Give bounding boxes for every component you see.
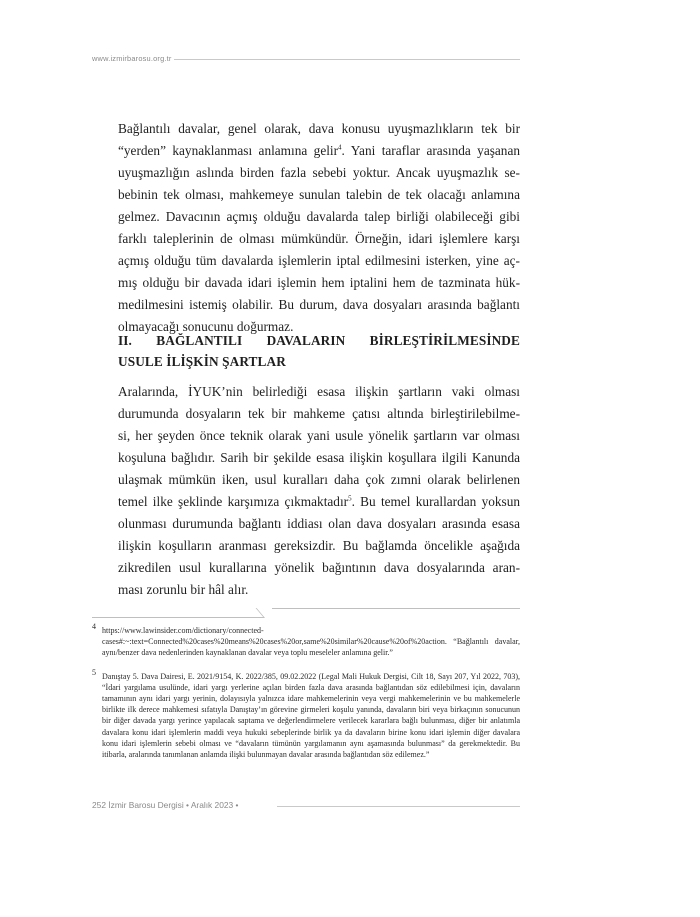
footnote-5 [92,668,520,761]
text-line: uyuşmazlığın aslında birden fazla sebebi yoktur. Ancak uyuşmazlık se- [118,165,520,180]
heading-line-2: USULE İLİŞKİN ŞARTLAR [118,354,286,369]
text-line: Aralarında, İYUK’nin belirlediği esasa ilişkin şartların vaki olması [118,384,520,399]
text-line: açmış olduğu tüm davalarda işlemlerin iptal edilmesini isterken, yine aç- [118,253,520,268]
text-line: olmayacağı sonucunu doğurmaz. [118,319,294,334]
text-line: olunması durumunda bağlantı iddiası olan dava dosyaları arasında esasa [118,516,520,531]
footnote-separator-right [272,608,520,609]
heading-line-1: II. BAĞLANTILI DAVALARIN BİRLEŞTİRİLMESİNDE [118,333,520,348]
text-line: ması zorunlu bir hâl alır. [118,582,249,597]
footnote-number: 4 [92,622,96,631]
paragraph-2 [118,381,520,601]
footnote-4 [92,622,520,659]
text-line [118,118,520,140]
text-line: farklı taleplerinin de olması mümkündür. Örneğin, idari işlemlere karşı [118,231,520,246]
footnote-text: Danıştay 5. Dava Dairesi, E. 2021/9154, K. 2022/385, 09.02.2022 (Legal Mali Hukuk Dergisi, Cilt 18, Sayı 207, Yıl 2022, 703), “İdari yargılama usulünde, idari yargı yerlerine açılan birden fazla dava arasında bağlantıdan söz edilebilmesi için, davaların tamamının aynı idari yargı yerinin, dolayısıyla yalnızca idare mahkemelerinin veya vergi mahkemelerinin ve bu mahkemelerle birlikte ilk derece mahkemesi sıfatıyla Danıştay’ın görevine girmeleri koşulu yanında, davaların biri veya birkaçının sonucunun bir diğer davada yargı yerince yapılacak saptama ve değerlendirmelere verilecek kararlara bağlı bulunması, diğer bir anlatımla davalara konu idari işlemlerin maddi veya hukuki sebeplerinde birlik ya da davaların birine konu idari işlemin diğer davalara konu idari işlemlerin sebebi olması ve “davaların tümünün yargılamanın aynı aşamasında bulunması” da gerekmektedir. Bu itibarla, aralarında tanımlanan anlamda ilişki bulunmayan davalar arasında bağlantıdan söz edilemez.” [102,671,520,760]
text-line: gelmez. Davacının açmış olduğu davalarda talep birliği olabileceği gibi [118,209,520,224]
header-url: www.izmirbarosu.org.tr [92,54,172,63]
footnote-ref-4[interactable]: 4 [338,143,342,152]
footnote-separator [92,617,264,618]
footnote-ref-5[interactable]: 5 [348,494,352,503]
text-line: ulaşmak mümkün iken, usul kuralları daha çok zımni olarak belirlenen [118,472,520,487]
text-line-content: Bağlantılı davalar, genel olarak, dava konusu uyuşmazlıkların tek bir [118,121,520,136]
footer-rule [277,806,520,807]
text-line: zikredilen usul kurallarına yönelik bağıntının dava dosyalarında aran- [118,560,520,575]
footnotes [92,622,520,769]
text-line: mış olduğu bir davada idari işlemin hem iptalini hem de tazminata hük- [118,275,520,290]
text-line: durumunda dosyaların tek bir mahkeme çatısı altında birleştirilebilme- [118,406,520,421]
section-heading [118,330,520,372]
header-rule [174,59,520,60]
text-line: medilmesini istemiş olabilir. Bu durum, dava dosyaları arasında bağlantı [118,297,520,312]
text-line: ilişkin koşulların aranması gereksizdir. Bu bağlamda öncelikle aşağıda [118,538,520,553]
text-line: si, her şeyden önce teknik olarak yani usule yönelik şartların var olması [118,428,520,443]
footnote-number: 5 [92,667,96,677]
text-line: “yerden” kaynaklanması anlamına gelir$^4$. Yani taraflar arasında yaşanan [118,143,520,158]
text-line: koşuluna bağlıdır. Sarih bir şekilde esasa ilişkin koşullara ilgili Kanunda [118,450,520,465]
page-footer: 252 İzmir Barosu Dergisi • Aralık 2023 • [92,800,239,810]
text-line: temel ilke şeklinde karşımıza çıkmaktadır$^5$. Bu temel kurallardan yoksun [118,494,521,509]
footnote-text: https://www.lawinsider.com/dictionary/connected-cases#:~:text=Connected%20cases%20means%20cases%20or,same%20similar%20cause%20of%20action. “Bağlantılı davalar, aynı/benzer dava nedenlerinden kaynaklanan davalar veya toplu meseleler anlamına gelir.” [102,626,520,658]
text-line: bebinin tek olması, mahkemeye sunulan talebin de tek olacağı anlamına [118,187,520,202]
paragraph-1 [118,118,520,338]
